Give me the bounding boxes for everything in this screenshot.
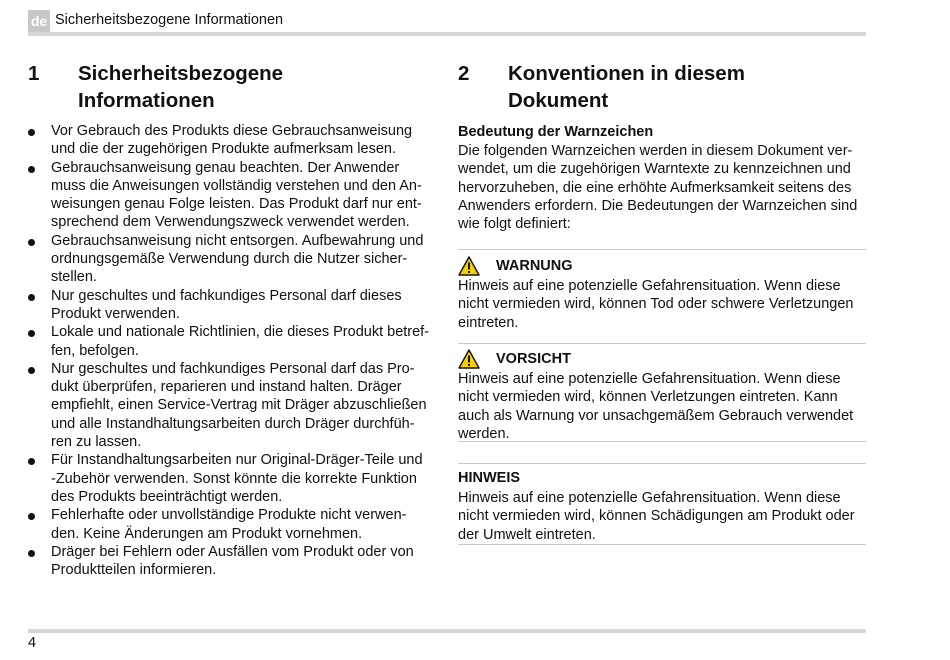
divider <box>458 544 866 545</box>
intro-paragraph: Die folgenden Warnzeichen werden in diesem Dokument ver- wendet, um die zugehörigen Warntexte zu kennzeichnen und hervorzuheben, die eine erhöhte Aufmerksamkeit seitens des Anwenders erfordern. Die Bedeutungen der Warnzeichen sind wie folgt definiert: <box>458 143 858 233</box>
divider <box>458 343 866 344</box>
safety-bullet-list <box>28 122 440 579</box>
list-item: Dräger bei Fehlern oder Ausfällen vom Produkt oder von Produktteilen informieren. <box>28 543 440 580</box>
section-number: 2 <box>458 62 470 85</box>
list-item: Gebrauchsanweisung nicht entsorgen. Aufbewahrung und ordnungsgemäße Verwendung durch die Nutzer sicher- stellen. <box>28 232 440 287</box>
bullet-dot <box>28 129 35 136</box>
footer-rule <box>28 629 866 633</box>
bullet-dot <box>28 239 35 246</box>
warning-label: WARNUNG <box>496 258 573 274</box>
section-2-heading <box>458 60 866 114</box>
warning-triangle-icon <box>458 349 480 369</box>
notice-text: Hinweis auf eine potenzielle Gefahrensituation. Wenn diese nicht vermieden wird, können Schädigungen am Produkt oder der Umwelt eintreten. <box>458 490 855 543</box>
bullet-dot <box>28 367 35 374</box>
section-title: Sicherheitsbezogene Informationen <box>78 62 284 112</box>
warning-heading <box>458 256 573 276</box>
divider <box>458 441 866 442</box>
notice-heading <box>458 470 520 486</box>
list-item: Lokale und nationale Richtlinien, die dieses Produkt betref- fen, befolgen. <box>28 323 440 360</box>
list-item: Für Instandhaltungsarbeiten nur Original-Dräger-Teile und -Zubehör verwenden. Sonst könnte die korrekte Funktion des Produkts beeinträchtigt werden. <box>28 451 440 506</box>
subheading-warning-signs: Bedeutung der Warnzeichen <box>458 124 654 140</box>
notice-label: HINWEIS <box>458 470 521 486</box>
warning-triangle-icon <box>458 256 480 276</box>
page-header <box>28 10 866 34</box>
warning-text: Hinweis auf eine potenzielle Gefahrensituation. Wenn diese nicht vermieden wird, können Tod oder schwere Verletzungen eintreten. <box>458 278 854 331</box>
caution-text: Hinweis auf eine potenzielle Gefahrensituation. Wenn diese nicht vermieden wird, können Verletzungen eintreten. Kann auch als Warnung vor unsachgemäßem Gebrauch verwendet werden. <box>458 371 854 442</box>
bullet-dot <box>28 513 35 520</box>
language-badge: de <box>28 10 50 32</box>
bullet-dot <box>28 294 35 301</box>
caution-label: VORSICHT <box>496 351 571 367</box>
bullet-dot <box>28 458 35 465</box>
section-1-heading <box>28 60 440 114</box>
section-number: 1 <box>28 62 40 85</box>
caution-heading <box>458 349 571 369</box>
list-item: Gebrauchsanweisung genau beachten. Der Anwender muss die Anweisungen vollständig verstehen und den An- weisungen genau Folge leisten. Das Produkt darf nur ent- sprechend dem Verwendungszweck verwendet werden. <box>28 159 440 232</box>
list-item: Nur geschultes und fachkundiges Personal darf dieses Produkt verwenden. <box>28 287 440 324</box>
bullet-dot <box>28 166 35 173</box>
section-2 <box>458 60 866 543</box>
bullet-dot <box>28 330 35 337</box>
bullet-dot <box>28 550 35 557</box>
page-number: 4 <box>28 635 37 651</box>
divider <box>458 463 866 464</box>
divider <box>458 249 866 250</box>
list-item: Vor Gebrauch des Produkts diese Gebrauchsanweisung und die der zugehörigen Produkte aufmerksam lesen. <box>28 122 440 159</box>
section-title: Konventionen in diesem Dokument <box>508 62 745 112</box>
list-item: Nur geschultes und fachkundiges Personal darf das Pro- dukt überprüfen, reparieren und instand halten. Dräger empfiehlt, einen Service-Vertrag mit Dräger abzuschließen und alle Instandhaltungsarbeiten durch Dräger durchfüh- ren zu lassen. <box>28 360 440 451</box>
list-item: Fehlerhafte oder unvollständige Produkte nicht verwen- den. Keine Änderungen am Produkt vornehmen. <box>28 506 440 543</box>
section-1 <box>28 60 440 579</box>
header-rule <box>28 32 866 36</box>
header-title: Sicherheitsbezogene Informationen <box>55 12 284 28</box>
